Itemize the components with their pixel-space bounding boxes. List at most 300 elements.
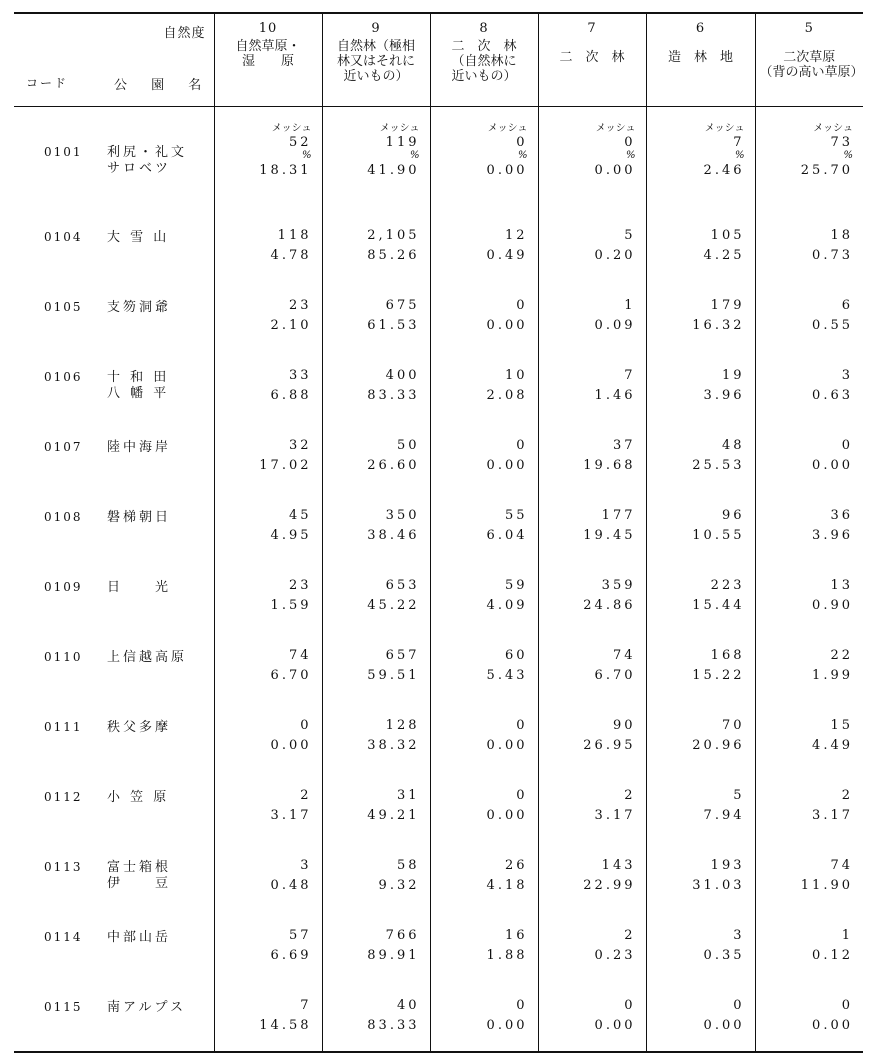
table-row [14, 282, 863, 352]
percentage: 83.33 [367, 1018, 420, 1033]
percentage: 16.32 [692, 318, 745, 333]
value-cell [646, 702, 755, 772]
column-header [214, 13, 322, 106]
mesh-count: 0 [841, 438, 853, 453]
park-name-cell [93, 912, 214, 982]
percentage: 41.90 [367, 162, 420, 178]
value-cell [538, 632, 646, 702]
percentage: 45.22 [367, 598, 420, 613]
mesh-count: 52 [288, 134, 312, 150]
percentage: 0.23 [594, 948, 636, 963]
mesh-count: 105 [710, 228, 745, 243]
value-cell [214, 982, 322, 1052]
percentage: 15.22 [692, 668, 745, 683]
value-cell [538, 422, 646, 492]
mesh-count: 2 [300, 788, 312, 803]
percentage: 25.53 [692, 458, 745, 473]
value-cell [322, 772, 430, 842]
value-cell [646, 912, 755, 982]
mesh-count: 0 [841, 998, 853, 1013]
table-row [14, 912, 863, 982]
value-cell [430, 282, 538, 352]
percentage: 20.96 [692, 738, 745, 753]
value-cell [755, 282, 863, 352]
percentage: 0.00 [703, 1018, 745, 1033]
value-cell [538, 772, 646, 842]
value-cell [538, 492, 646, 562]
mesh-count: 766 [385, 928, 420, 943]
value-cell [430, 982, 538, 1052]
mesh-unit-label: メッシュ [595, 122, 636, 134]
mesh-count: 74 [830, 858, 853, 873]
value-cell [538, 842, 646, 912]
table-row [14, 106, 863, 212]
park-name: 日 光 [107, 580, 172, 595]
value-cell [646, 422, 755, 492]
value-cell [430, 772, 538, 842]
park-name: 上信越高原 [107, 650, 188, 665]
park-name: 富士箱根 伊 豆 [107, 860, 172, 891]
mesh-count: 657 [385, 648, 420, 663]
mesh-count: 359 [601, 578, 636, 593]
percentage: 2.46 [703, 162, 745, 178]
percentage: 18.31 [259, 162, 312, 178]
park-name-cell [93, 352, 214, 422]
mesh-count: 177 [601, 508, 636, 523]
park-name: 中部山岳 [107, 930, 172, 945]
mesh-count: 10 [504, 368, 528, 383]
value-cell [322, 422, 430, 492]
percentage: 59.51 [367, 668, 420, 683]
value-cell [430, 632, 538, 702]
column-description: 二 次 林 （自然林に 近いもの） [451, 39, 517, 84]
percentage: 4.78 [270, 248, 312, 263]
mesh-count: 3 [733, 928, 745, 943]
mesh-count: 3 [841, 368, 853, 383]
percentage: 15.44 [692, 598, 745, 613]
percentage: 6.70 [594, 668, 636, 683]
mesh-count: 70 [721, 718, 745, 733]
percentage: 24.86 [583, 598, 636, 613]
value-cell [430, 352, 538, 422]
mesh-count: 26 [504, 858, 528, 873]
value-cell [430, 912, 538, 982]
value-cell [322, 106, 430, 212]
value-cell [646, 282, 755, 352]
percentage: 61.53 [367, 318, 420, 333]
mesh-count: 0 [300, 718, 312, 733]
mesh-count: 2 [624, 788, 636, 803]
value-cell [755, 422, 863, 492]
percentage: 2.10 [270, 318, 312, 333]
mesh-count: 23 [288, 578, 312, 593]
percentage: 0.73 [812, 248, 853, 263]
percentage: 19.45 [583, 528, 636, 543]
percentage: 3.17 [812, 808, 853, 823]
value-cell [646, 982, 755, 1052]
park-name-cell [93, 772, 214, 842]
value-cell [214, 282, 322, 352]
percentage: 0.48 [270, 878, 312, 893]
value-cell [214, 632, 322, 702]
value-cell [430, 562, 538, 632]
mesh-count: 96 [721, 508, 745, 523]
value-cell [214, 702, 322, 772]
table-row [14, 212, 863, 282]
mesh-count: 16 [504, 928, 528, 943]
mesh-count: 653 [385, 578, 420, 593]
percentage: 0.00 [486, 318, 528, 333]
park-name: 磐梯朝日 [107, 510, 172, 525]
park-name-cell [93, 632, 214, 702]
value-cell [755, 842, 863, 912]
percentage: 4.09 [486, 598, 528, 613]
percentage: 7.94 [703, 808, 745, 823]
percentage: 49.21 [367, 808, 420, 823]
mesh-count: 23 [288, 298, 312, 313]
percentage: 9.32 [378, 878, 420, 893]
percentage: 0.09 [594, 318, 636, 333]
percentage: 0.35 [703, 948, 745, 963]
park-code: 0105 [44, 300, 83, 314]
percentage: 1.99 [812, 668, 853, 683]
percentage: 26.95 [583, 738, 636, 753]
percentage: 2.08 [486, 388, 528, 403]
mesh-count: 143 [601, 858, 636, 873]
value-cell [538, 106, 646, 212]
mesh-count: 350 [385, 508, 420, 523]
table-row [14, 842, 863, 912]
mesh-count: 1 [624, 298, 636, 313]
mesh-count: 0 [516, 998, 528, 1013]
mesh-count: 19 [721, 368, 745, 383]
mesh-count: 2 [624, 928, 636, 943]
percentage: 0.00 [270, 738, 312, 753]
column-number: 10 [258, 21, 278, 36]
value-cell [322, 492, 430, 562]
park-name-cell [93, 212, 214, 282]
mesh-unit-label: メッシュ [813, 122, 853, 134]
column-header [430, 13, 538, 106]
percentage: 0.00 [812, 458, 853, 473]
table-row [14, 982, 863, 1052]
percent-sign: % [734, 149, 745, 161]
mesh-unit-label: メッシュ [379, 122, 420, 134]
value-cell [538, 282, 646, 352]
mesh-count: 1 [841, 928, 853, 943]
percentage: 6.70 [270, 668, 312, 683]
park-code: 0114 [44, 930, 83, 944]
mesh-count: 48 [721, 438, 745, 453]
mesh-unit-label: メッシュ [704, 122, 745, 134]
value-cell [214, 492, 322, 562]
percentage: 25.70 [800, 162, 853, 178]
value-cell [214, 842, 322, 912]
code-label: コード [26, 76, 69, 90]
value-cell [755, 772, 863, 842]
value-cell [322, 912, 430, 982]
park-name: 陸中海岸 [107, 440, 172, 455]
percentage: 83.33 [367, 388, 420, 403]
value-cell [430, 492, 538, 562]
value-cell [430, 422, 538, 492]
mesh-count: 7 [300, 998, 312, 1013]
value-cell [214, 106, 322, 212]
column-header [646, 13, 755, 106]
column-header [755, 13, 863, 106]
value-cell [646, 212, 755, 282]
value-cell [214, 912, 322, 982]
percentage: 0.00 [486, 738, 528, 753]
mesh-count: 13 [830, 578, 853, 593]
mesh-count: 0 [516, 438, 528, 453]
table-body [14, 106, 863, 1052]
value-cell [214, 422, 322, 492]
percentage: 89.91 [367, 948, 420, 963]
mesh-count: 73 [830, 134, 853, 150]
mesh-count: 40 [396, 998, 420, 1013]
percentage: 0.00 [486, 162, 528, 178]
column-header [322, 13, 430, 106]
column-header [538, 13, 646, 106]
percent-sign: % [625, 149, 636, 161]
mesh-count: 3 [300, 858, 312, 873]
mesh-count: 128 [385, 718, 420, 733]
park-name-cell [93, 702, 214, 772]
percentage: 0.00 [486, 1018, 528, 1033]
mesh-count: 36 [830, 508, 853, 523]
mesh-count: 0 [624, 134, 636, 150]
value-cell [646, 352, 755, 422]
column-description: 自然草原・ 湿 原 [235, 39, 301, 69]
mesh-unit-label: メッシュ [271, 122, 312, 134]
park-name: 小 笠 原 [107, 790, 170, 805]
value-cell [538, 982, 646, 1052]
park-code: 0106 [44, 370, 83, 384]
mesh-count: 90 [612, 718, 636, 733]
header-label-cell [14, 13, 214, 106]
percentage: 3.17 [594, 808, 636, 823]
percentage: 14.58 [259, 1018, 312, 1033]
table-row [14, 702, 863, 772]
percentage: 6.69 [270, 948, 312, 963]
mesh-count: 5 [624, 228, 636, 243]
value-cell [538, 562, 646, 632]
column-description: 自然林（極相 林又はそれに 近いもの） [336, 39, 415, 84]
mesh-count: 12 [504, 228, 528, 243]
percentage: 31.03 [692, 878, 745, 893]
percentage: 3.96 [703, 388, 745, 403]
value-cell [646, 772, 755, 842]
mesh-count: 223 [710, 578, 745, 593]
park-name-cell [93, 492, 214, 562]
value-cell [755, 632, 863, 702]
mesh-count: 15 [830, 718, 853, 733]
mesh-count: 6 [841, 298, 853, 313]
value-cell [322, 702, 430, 772]
percentage: 6.88 [270, 388, 312, 403]
mesh-count: 74 [612, 648, 636, 663]
value-cell [538, 352, 646, 422]
percentage: 11.90 [800, 878, 853, 893]
mesh-count: 33 [288, 368, 312, 383]
value-cell [646, 492, 755, 562]
percentage: 4.18 [486, 878, 528, 893]
value-cell [322, 212, 430, 282]
value-cell [214, 562, 322, 632]
value-cell [755, 702, 863, 772]
percentage: 38.32 [367, 738, 420, 753]
mesh-count: 2 [841, 788, 853, 803]
value-cell [430, 212, 538, 282]
mesh-count: 675 [385, 298, 420, 313]
mesh-count: 5 [733, 788, 745, 803]
mesh-count: 32 [288, 438, 312, 453]
column-description: 二 次 林 [559, 50, 625, 65]
table-row [14, 422, 863, 492]
value-cell [214, 212, 322, 282]
park-name: 支笏洞爺 [107, 300, 172, 315]
value-cell [322, 842, 430, 912]
mesh-count: 0 [516, 788, 528, 803]
mesh-count: 119 [385, 134, 420, 150]
mesh-count: 2,105 [367, 228, 420, 243]
percentage: 0.00 [812, 1018, 853, 1033]
value-cell [322, 982, 430, 1052]
percentage: 4.25 [703, 248, 745, 263]
park-code: 0111 [44, 720, 83, 734]
percentage: 38.46 [367, 528, 420, 543]
value-cell [538, 912, 646, 982]
table-row [14, 492, 863, 562]
park-code: 0101 [44, 144, 83, 159]
park-name: 秩父多摩 [107, 720, 172, 735]
value-cell [755, 912, 863, 982]
percentage: 0.00 [486, 808, 528, 823]
table-row [14, 562, 863, 632]
percent-sign: % [409, 149, 420, 161]
park-name: 大 雪 山 [107, 230, 170, 245]
value-cell [646, 562, 755, 632]
park-code: 0107 [44, 440, 83, 454]
park-name-cell [93, 562, 214, 632]
park-code: 0104 [44, 230, 83, 244]
park-name: 南アルプス [107, 1000, 186, 1015]
percentage: 0.90 [812, 598, 853, 613]
column-description: 二次草原 （背の高い草原） [759, 50, 864, 80]
percentage: 4.49 [812, 738, 853, 753]
park-name-cell [93, 842, 214, 912]
mesh-count: 0 [733, 998, 745, 1013]
column-number: 7 [587, 21, 597, 36]
mesh-count: 168 [710, 648, 745, 663]
mesh-count: 31 [396, 788, 420, 803]
park-code: 0113 [44, 860, 83, 874]
value-cell [755, 352, 863, 422]
value-cell [214, 772, 322, 842]
percentage: 3.17 [270, 808, 312, 823]
value-cell [646, 842, 755, 912]
percentage: 0.00 [594, 162, 636, 178]
mesh-unit-label: メッシュ [487, 122, 528, 134]
park-name-cell [93, 422, 214, 492]
mesh-count: 74 [288, 648, 312, 663]
mesh-count: 0 [516, 718, 528, 733]
mesh-count: 22 [830, 648, 853, 663]
column-number: 5 [804, 21, 814, 36]
mesh-count: 60 [504, 648, 528, 663]
value-cell [538, 702, 646, 772]
value-cell [646, 632, 755, 702]
mesh-count: 118 [277, 228, 312, 243]
column-number: 6 [695, 21, 706, 36]
percentage: 0.00 [486, 458, 528, 473]
percentage: 1.59 [270, 598, 312, 613]
percentage: 6.04 [486, 528, 528, 543]
column-description: 造 林 地 [667, 50, 733, 65]
percentage: 0.20 [594, 248, 636, 263]
value-cell [755, 562, 863, 632]
mesh-count: 37 [612, 438, 636, 453]
mesh-count: 0 [516, 298, 528, 313]
mesh-count: 0 [516, 134, 528, 150]
percentage: 0.55 [812, 318, 853, 333]
value-cell [322, 352, 430, 422]
percentage: 10.55 [692, 528, 745, 543]
percent-sign: % [517, 149, 528, 161]
naturalness-table [14, 12, 863, 1053]
value-cell [755, 492, 863, 562]
value-cell [322, 282, 430, 352]
value-cell [322, 632, 430, 702]
percentage: 85.26 [367, 248, 420, 263]
percentage: 5.43 [486, 668, 528, 683]
percentage: 0.00 [594, 1018, 636, 1033]
mesh-count: 57 [288, 928, 312, 943]
percent-sign: % [301, 149, 312, 161]
mesh-count: 18 [830, 228, 853, 243]
value-cell [430, 842, 538, 912]
percentage: 19.68 [583, 458, 636, 473]
value-cell [322, 562, 430, 632]
percentage: 1.88 [486, 948, 528, 963]
mesh-count: 50 [396, 438, 420, 453]
park-code: 0109 [44, 580, 83, 594]
table-row [14, 352, 863, 422]
park-name-cell [93, 106, 214, 212]
value-cell [755, 982, 863, 1052]
park-code: 0108 [44, 510, 83, 524]
mesh-count: 7 [733, 134, 745, 150]
percentage: 22.99 [583, 878, 636, 893]
mesh-count: 59 [504, 578, 528, 593]
percent-sign: % [843, 149, 853, 161]
percentage: 0.12 [812, 948, 853, 963]
column-number: 8 [479, 21, 489, 36]
percentage: 0.63 [812, 388, 853, 403]
value-cell [430, 106, 538, 212]
park-name-cell [93, 282, 214, 352]
park-name: 十 和 田 八 幡 平 [107, 370, 170, 401]
percentage: 4.95 [270, 528, 312, 543]
mesh-count: 400 [385, 368, 420, 383]
mesh-count: 0 [624, 998, 636, 1013]
mesh-count: 193 [710, 858, 745, 873]
value-cell [214, 352, 322, 422]
mesh-count: 55 [504, 508, 528, 523]
column-number: 9 [371, 21, 381, 36]
park-name-cell [93, 982, 214, 1052]
